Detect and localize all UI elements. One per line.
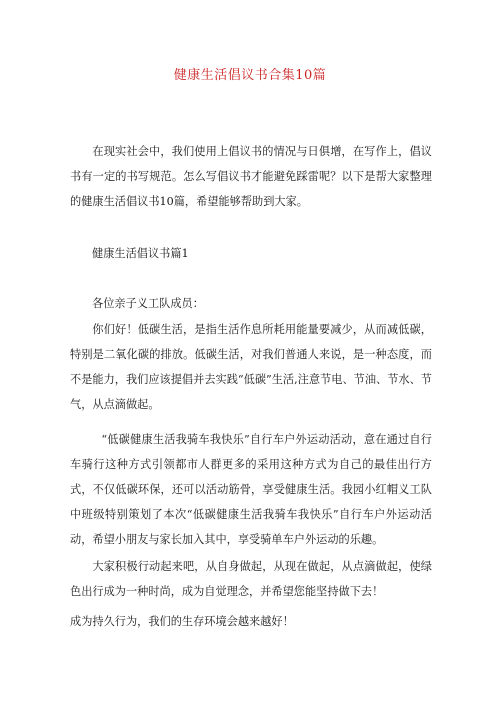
closing-line: 成为持久行为，我们的生存环境会越来越好！ xyxy=(70,615,294,628)
document-title: 健康生活倡议书合集10篇 xyxy=(173,68,327,83)
section-heading: 健康生活倡议书篇1 xyxy=(92,247,189,260)
salutation: 各位亲子义工队成员： xyxy=(92,297,204,310)
body-paragraph-3: 大家积极行动起来吧，从自身做起，从现在做起，从点滴做起，使绿色出行成为一种时尚，成为自觉理念，并希望您能坚持做下去！ xyxy=(70,560,432,598)
intro-paragraph: 在现实社会中，我们使用上倡议书的情况与日俱增，在写作上，倡议书有一定的书写规范。怎么写倡议书才能避免踩雷呢？以下是帮大家整理的健康生活倡议书10篇，希望能够帮助到大家。 xyxy=(70,145,432,208)
body-paragraph-1: 你们好！低碳生活，是指生活作息所耗用能量要减少，从而减低碳，特别是二氧化碳的排放。低碳生活，对我们普通人来说，是一种态度，而不是能力，我们应该提倡并去实践“低碳”生活,注意节电、节油、节水、节气，从点滴做起。 xyxy=(70,323,432,411)
body-paragraph-2: “低碳健康生活我骑车我快乐”自行车户外运动活动，意在通过自行车骑行这种方式引领都市人群更多的采用这种方式为自己的最佳出行方式，不仅低碳环保，还可以活动筋骨，享受健康生活。我园小红帽义工队中班级特别策划了本次“低碳健康生活我骑车我快乐”自行车户外运动活动，希望小朋友与家长加入其中，享受骑单车户外运动的乐趣。 xyxy=(70,433,432,546)
